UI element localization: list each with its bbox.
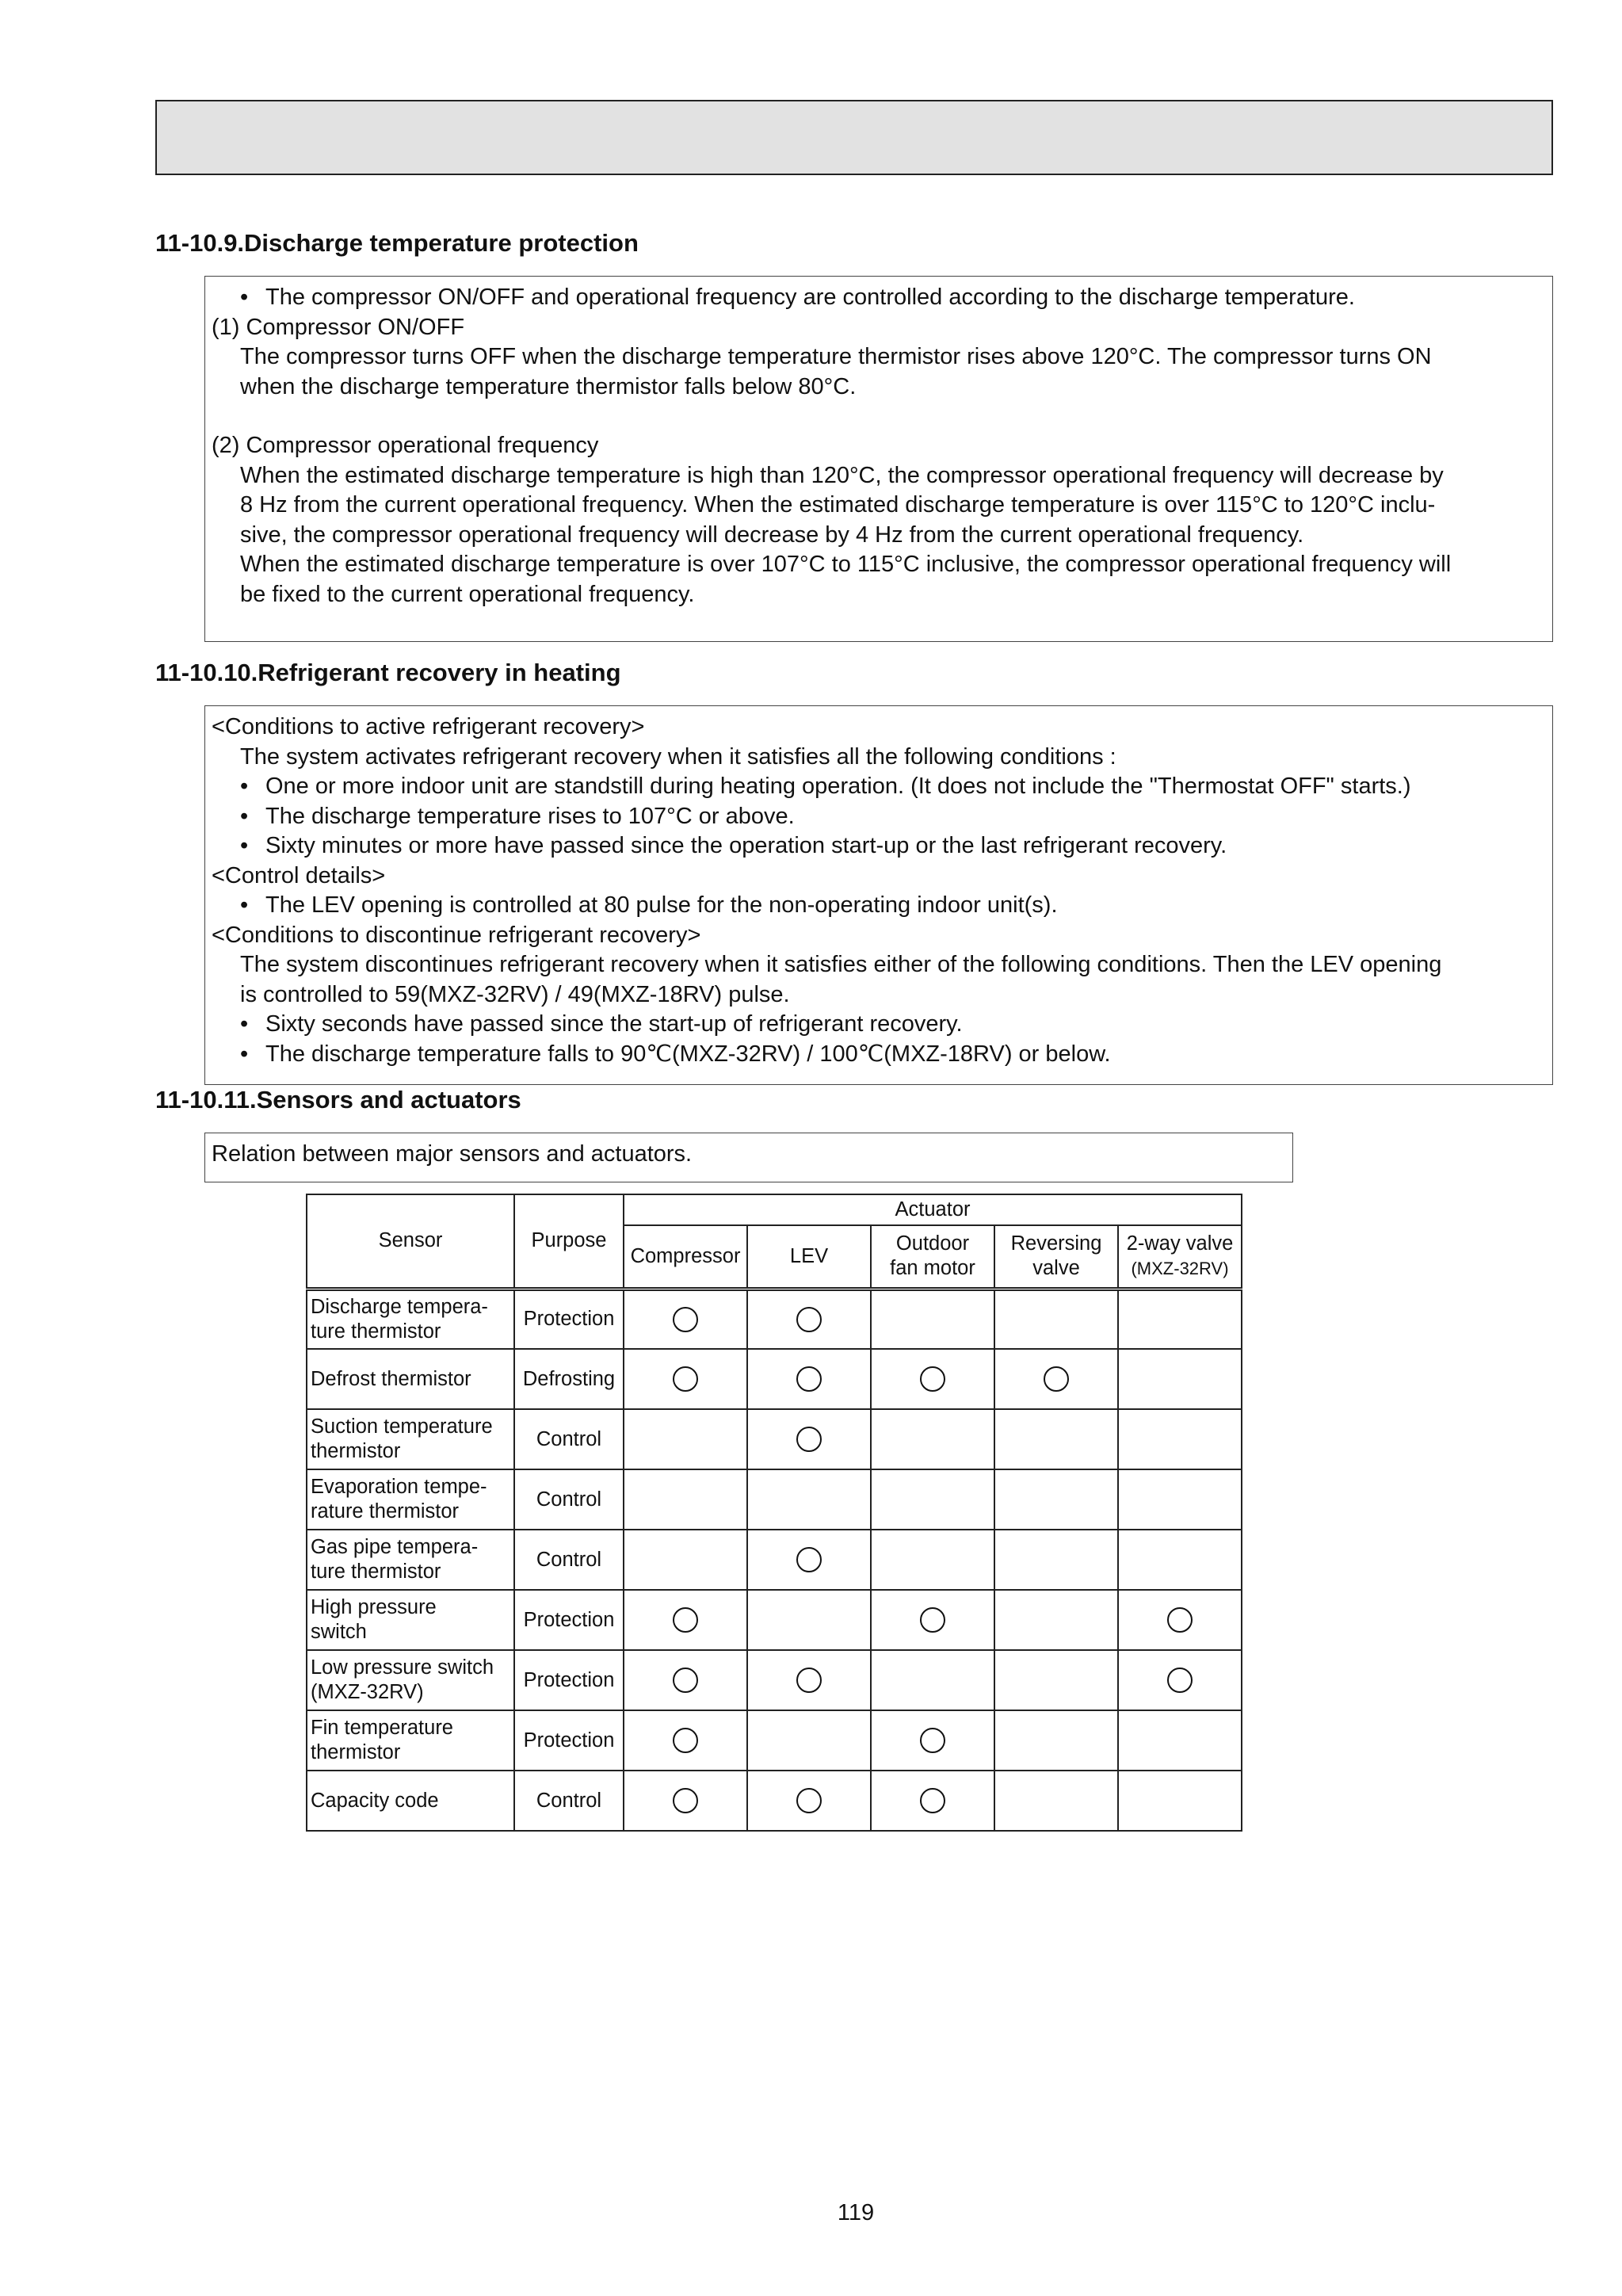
sensor-cell: Defrost thermistor xyxy=(307,1349,514,1409)
compressor-cell xyxy=(624,1710,747,1771)
bullet-item: • Sixty seconds have passed since the start-up of refrigerant recovery. xyxy=(212,1010,1546,1040)
circle-mark xyxy=(673,1607,698,1633)
bullet-mark: • xyxy=(240,1011,249,1037)
bullet-item: • The compressor ON/OFF and operational frequency are controlled according to the discharge temperature. xyxy=(212,283,1546,313)
lev-cell xyxy=(747,1710,871,1771)
compressor-cell xyxy=(624,1469,747,1530)
outdoor-fan-cell xyxy=(871,1650,994,1710)
reversing-valve-cell xyxy=(994,1530,1118,1590)
circle-mark xyxy=(673,1307,698,1332)
two-way-valve-cell xyxy=(1118,1590,1242,1650)
outdoor-fan-cell xyxy=(871,1349,994,1409)
circle-mark xyxy=(1167,1668,1193,1693)
table-row xyxy=(307,1289,1242,1349)
bullet-mark: • xyxy=(240,833,249,858)
purpose-cell: Protection xyxy=(514,1650,624,1710)
page-number: 119 xyxy=(837,2200,875,2225)
reversing-valve-cell xyxy=(994,1710,1118,1771)
sensor-cell: Capacity code xyxy=(307,1771,514,1831)
discontinue-heading: <Conditions to discontinue refrigerant recovery> xyxy=(212,922,701,948)
header-bar xyxy=(155,100,1553,175)
outdoor-fan-cell xyxy=(871,1590,994,1650)
reversing-valve-cell xyxy=(994,1771,1118,1831)
section-title-refrigerant-recovery: 11-10.10.Refrigerant recovery in heating xyxy=(155,659,621,686)
purpose-cell: Protection xyxy=(514,1289,624,1349)
sensor-cell: High pressure switch xyxy=(307,1590,514,1650)
bullet-mark: • xyxy=(240,285,249,310)
table-row xyxy=(307,1710,1242,1771)
circle-mark xyxy=(1044,1366,1069,1392)
refrigerant-recovery-box xyxy=(204,705,1553,1085)
outdoor-fan-cell xyxy=(871,1710,994,1771)
sensor-cell: Discharge tempera- ture thermistor xyxy=(307,1289,514,1349)
purpose-cell: Control xyxy=(514,1530,624,1590)
lev-cell xyxy=(747,1289,871,1349)
table-row xyxy=(307,1771,1242,1831)
table-row xyxy=(307,1349,1242,1409)
bullet-mark: • xyxy=(240,803,249,829)
two-way-valve-cell xyxy=(1118,1650,1242,1710)
discharge-protection-box xyxy=(204,276,1553,642)
paragraph-line: The system discontinues refrigerant recovery when it satisfies either of the following conditions. Then the LEV opening xyxy=(240,952,1442,977)
paragraph-line: sive, the compressor operational frequency will decrease by 4 Hz from the current operational frequency. xyxy=(240,521,1304,548)
circle-mark xyxy=(920,1607,945,1633)
purpose-cell: Protection xyxy=(514,1710,624,1771)
reversing-valve-cell xyxy=(994,1349,1118,1409)
purpose-cell: Control xyxy=(514,1469,624,1530)
outdoor-fan-cell xyxy=(871,1289,994,1349)
sensor-cell: Low pressure switch (MXZ-32RV) xyxy=(307,1650,514,1710)
outdoor-fan-cell xyxy=(871,1409,994,1469)
two-way-valve-cell xyxy=(1118,1710,1242,1771)
bullet-item: • The discharge temperature rises to 107°C or above. xyxy=(212,802,1546,832)
compressor-cell xyxy=(624,1409,747,1469)
purpose-cell: Protection xyxy=(514,1590,624,1650)
bullet-item: • The discharge temperature falls to 90℃(MXZ-32RV) / 100℃(MXZ-18RV) or below. xyxy=(212,1040,1546,1070)
table-row xyxy=(307,1650,1242,1710)
header-lev: LEV xyxy=(747,1225,871,1289)
lev-cell xyxy=(747,1409,871,1469)
compressor-cell xyxy=(624,1530,747,1590)
two-way-valve-cell xyxy=(1118,1469,1242,1530)
two-way-valve-cell xyxy=(1118,1409,1242,1469)
paragraph-line: is controlled to 59(MXZ-32RV) / 49(MXZ-18RV) pulse. xyxy=(240,981,790,1007)
circle-mark xyxy=(796,1366,822,1392)
circle-mark xyxy=(796,1547,822,1572)
table-row xyxy=(307,1530,1242,1590)
paragraph-line: When the estimated discharge temperature is high than 120°C, the compressor operational frequency will decrease by xyxy=(240,462,1444,488)
paragraph-line: When the estimated discharge temperature is over 107°C to 115°C inclusive, the compressor operational frequency will xyxy=(240,552,1452,577)
circle-mark xyxy=(673,1728,698,1753)
outdoor-fan-cell xyxy=(871,1530,994,1590)
circle-mark xyxy=(920,1728,945,1753)
subheading-operational-frequency: (2) Compressor operational frequency xyxy=(212,433,599,458)
compressor-cell xyxy=(624,1771,747,1831)
paragraph-line: when the discharge temperature thermistor falls below 80°C. xyxy=(240,373,857,399)
compressor-cell xyxy=(624,1289,747,1349)
sensor-cell: Gas pipe tempera- ture thermistor xyxy=(307,1530,514,1590)
paragraph-line: be fixed to the current operational frequency. xyxy=(240,581,695,607)
header-reversing-valve: Reversing valve xyxy=(994,1225,1118,1289)
bullet-mark: • xyxy=(240,774,249,799)
lev-cell xyxy=(747,1530,871,1590)
lev-cell xyxy=(747,1469,871,1530)
two-way-valve-cell xyxy=(1118,1530,1242,1590)
circle-mark xyxy=(920,1788,945,1813)
circle-mark xyxy=(1167,1607,1193,1633)
outdoor-fan-cell xyxy=(871,1771,994,1831)
outdoor-fan-cell xyxy=(871,1469,994,1530)
bullet-mark: • xyxy=(240,892,249,918)
lev-cell xyxy=(747,1771,871,1831)
compressor-cell xyxy=(624,1650,747,1710)
sensor-cell: Suction temperature thermistor xyxy=(307,1409,514,1469)
table-row xyxy=(307,1590,1242,1650)
sensor-cell: Fin temperature thermistor xyxy=(307,1710,514,1771)
compressor-cell xyxy=(624,1590,747,1650)
reversing-valve-cell xyxy=(994,1590,1118,1650)
subheading-compressor-onoff: (1) Compressor ON/OFF xyxy=(212,314,465,340)
bullet-item: • The LEV opening is controlled at 80 pulse for the non-operating indoor unit(s). xyxy=(212,891,1546,921)
bullet-mark: • xyxy=(240,1041,249,1067)
reversing-valve-cell xyxy=(994,1289,1118,1349)
header-sensor: Sensor xyxy=(307,1194,514,1289)
lev-cell xyxy=(747,1650,871,1710)
circle-mark xyxy=(673,1366,698,1392)
sensor-cell: Evaporation tempe- rature thermistor xyxy=(307,1469,514,1530)
header-compressor: Compressor xyxy=(624,1225,747,1289)
bullet-item: • One or more indoor unit are standstill during heating operation. (It does not include the "Thermostat OFF" starts.) xyxy=(212,772,1546,802)
bullet-item: • Sixty minutes or more have passed since the operation start-up or the last refrigerant recovery. xyxy=(212,831,1546,861)
lev-cell xyxy=(747,1590,871,1650)
header-2way-valve: 2-way valve (MXZ-32RV) xyxy=(1118,1225,1242,1289)
header-purpose: Purpose xyxy=(514,1194,624,1289)
purpose-cell: Control xyxy=(514,1771,624,1831)
table-caption: Relation between major sensors and actuators. xyxy=(212,1141,693,1167)
purpose-cell: Control xyxy=(514,1409,624,1469)
sensors-caption-box xyxy=(204,1133,1293,1182)
header-actuator: Actuator xyxy=(624,1194,1242,1225)
circle-mark xyxy=(673,1788,698,1813)
circle-mark xyxy=(796,1668,822,1693)
paragraph-line: 8 Hz from the current operational frequency. When the estimated discharge temperature is over 115°C to 120°C inclu- xyxy=(240,492,1436,518)
circle-mark xyxy=(796,1788,822,1813)
header-outdoor-fan-motor: Outdoor fan motor xyxy=(871,1225,994,1289)
sensor-actuator-table xyxy=(306,1194,1242,1832)
reversing-valve-cell xyxy=(994,1469,1118,1530)
lev-cell xyxy=(747,1349,871,1409)
paragraph-line: The system activates refrigerant recovery when it satisfies all the following conditions : xyxy=(240,743,1116,770)
circle-mark xyxy=(673,1668,698,1693)
table-row xyxy=(307,1469,1242,1530)
purpose-cell: Defrosting xyxy=(514,1349,624,1409)
section-title-discharge: 11-10.9.Discharge temperature protection xyxy=(155,229,639,257)
circle-mark xyxy=(796,1427,822,1452)
two-way-valve-cell xyxy=(1118,1289,1242,1349)
table-row xyxy=(307,1409,1242,1469)
compressor-cell xyxy=(624,1349,747,1409)
circle-mark xyxy=(920,1366,945,1392)
condition-heading: <Conditions to active refrigerant recovery> xyxy=(212,714,645,739)
two-way-valve-cell xyxy=(1118,1771,1242,1831)
reversing-valve-cell xyxy=(994,1650,1118,1710)
reversing-valve-cell xyxy=(994,1409,1118,1469)
paragraph-line: The compressor turns OFF when the discharge temperature thermistor rises above 120°C. The compressor turns ON xyxy=(240,344,1432,369)
two-way-valve-cell xyxy=(1118,1349,1242,1409)
circle-mark xyxy=(796,1307,822,1332)
control-details-heading: <Control details> xyxy=(212,862,386,888)
section-title-sensors-actuators: 11-10.11.Sensors and actuators xyxy=(155,1086,521,1114)
